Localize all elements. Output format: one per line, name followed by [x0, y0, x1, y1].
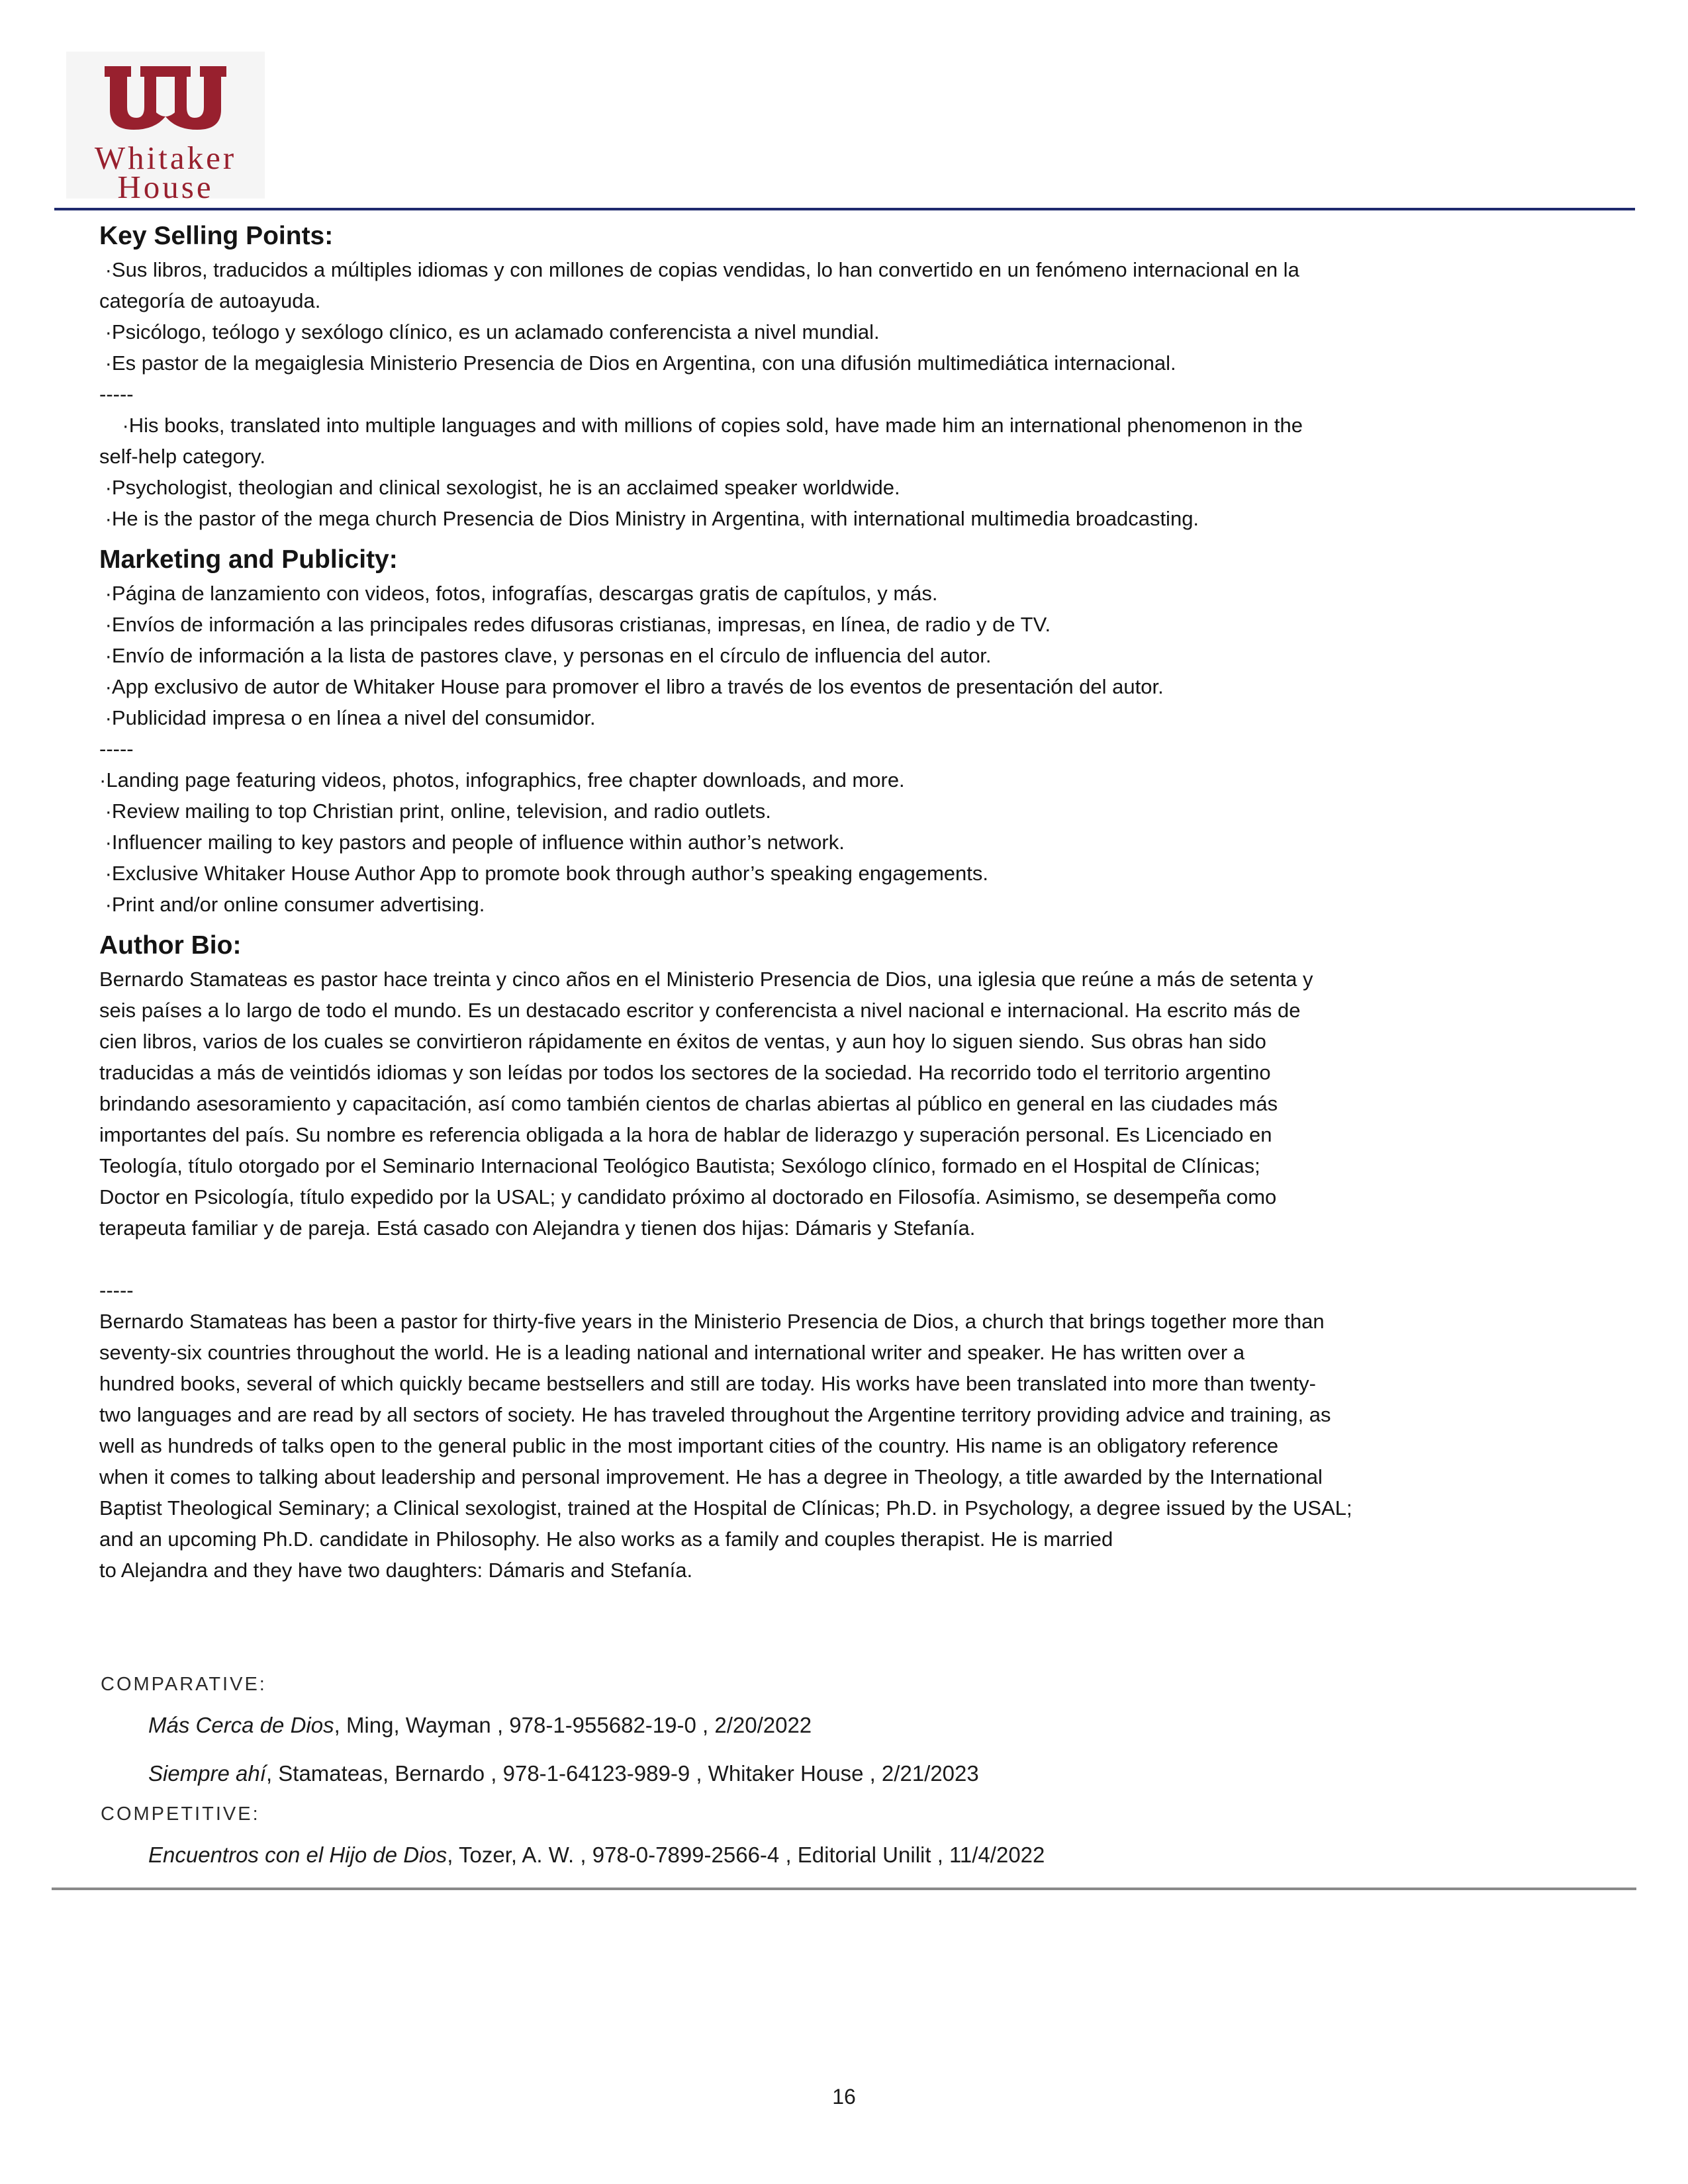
bio-en-line: hundred books, several of which quickly became bestsellers and still are today. His works have been translated into more than twenty- [99, 1372, 1316, 1395]
selling-line: self-help category. [99, 445, 265, 468]
bio-es-line: seis países a lo largo de todo el mundo. Es un destacado escritor y conferencista a nivel nacional e internacional. Ha escrito más de [99, 999, 1301, 1022]
selling-line: ·Psychologist, theologian and clinical sexologist, he is an acclaimed speaker worldwide. [99, 476, 900, 499]
bio-en-line: two languages and are read by all sectors of society. He has traveled throughout the Argentine territory providing advice and training, as [99, 1403, 1331, 1426]
selling-line: ·He is the pastor of the mega church Presencia de Dios Ministry in Argentina, with international multimedia broadcasting. [99, 507, 1199, 530]
marketing-line: ·Influencer mailing to key pastors and people of influence within author’s network. [99, 831, 845, 854]
selling-line: ·Sus libros, traducidos a múltiples idiomas y con millones de copias vendidas, lo han convertido en un fenómeno internacional en la [99, 258, 1299, 281]
bio-es-line: Teología, título otorgado por el Seminario Internacional Teológico Bautista; Sexólogo clínico, formado en el Hospital de Clínicas; [99, 1154, 1260, 1177]
competitive-heading: COMPETITIVE: [101, 1803, 260, 1825]
marketing-line: ·Página de lanzamiento con videos, fotos, infografías, descargas gratis de capítulos, y más. [99, 582, 938, 605]
bio-es-line: traducidas a más de veintidós idiomas y son leídas por todos los sectores de la sociedad. Ha recorrido todo el territorio argentino [99, 1061, 1271, 1084]
marketing-line: ·Publicidad impresa o en línea a nivel del consumidor. [99, 706, 596, 729]
logo-text-line2: House [117, 169, 214, 205]
comparative-heading: COMPARATIVE: [101, 1674, 267, 1695]
comparative-book-details: , Stamateas, Bernardo , 978-1-64123-989-9 , Whitaker House , 2/21/2023 [265, 1761, 979, 1786]
marketing-line: ·Envíos de información a las principales redes difusoras cristianas, impresas, en línea, de radio y de TV. [99, 613, 1051, 636]
comparative-book-title: Más Cerca de Dios [148, 1713, 334, 1737]
author-bio-section [99, 928, 1450, 1586]
key-selling-points-section [99, 218, 1450, 534]
bio-en-line: when it comes to talking about leadership and personal improvement. He has a degree in Theology, a title awarded by the International [99, 1465, 1323, 1488]
selling-line: ·Es pastor de la megaiglesia Ministerio Presencia de Dios en Argentina, con una difusión multimediática internacional. [99, 351, 1176, 375]
bio-en-line: well as hundreds of talks open to the general public in the most important cities of the country. His name is an obligatory reference [99, 1434, 1279, 1457]
bio-separator: ----- [99, 1279, 134, 1302]
selling-separator: ----- [99, 383, 134, 406]
marketing-separator: ----- [99, 737, 134, 760]
bio-es-line: brindando asesoramiento y capacitación, así como también cientos de charlas abiertas al público en general en las ciudades más [99, 1092, 1278, 1115]
page-number: 16 [832, 2085, 856, 2109]
title-references [101, 1668, 1557, 1879]
bio-es-line: Doctor en Psicología, título expedido por la USAL; y candidato próximo al doctorado en Filosofía. Asimismo, se desempeña como [99, 1185, 1277, 1208]
competitive-title-entry [101, 1831, 1557, 1879]
bio-en-line: to Alejandra and they have two daughters: Dámaris and Stefanía. [99, 1559, 693, 1582]
marketing-line: ·Review mailing to top Christian print, online, television, and radio outlets. [99, 799, 771, 823]
selling-line: categoría de autoayuda. [99, 289, 321, 312]
marketing-line: ·Print and/or online consumer advertising. [99, 893, 485, 916]
competitive-book-title: Encuentros con el Hijo de Dios [148, 1843, 447, 1867]
selling-line: ·Psicólogo, teólogo y sexólogo clínico, es un aclamado conferencista a nivel mundial. [99, 320, 880, 343]
marketing-line: ·Envío de información a la lista de pastores clave, y personas en el círculo de influencia del autor. [99, 644, 992, 667]
page-content [99, 218, 1450, 1586]
selling-line: ·His books, translated into multiple languages and with millions of copies sold, have made him an international phenomenon in the [99, 414, 1303, 437]
logo-text-line1: Whitaker [94, 140, 237, 176]
bio-es-line: cien libros, varios de los cuales se convirtieron rápidamente en éxitos de ventas, y aun hoy lo siguen siendo. Sus obras han sido [99, 1030, 1266, 1053]
comparative-title-entry [101, 1749, 1557, 1797]
comparative-book-title: Siempre ahí [148, 1761, 266, 1786]
bio-en-line: Baptist Theological Seminary; a Clinical sexologist, trained at the Hospital de Clínicas; Ph.D. in Psychology, a degree issued by the USAL; [99, 1496, 1352, 1520]
header-divider [54, 208, 1635, 210]
bio-en-line: and an upcoming Ph.D. candidate in Philosophy. He also works as a family and couples therapist. He is married [99, 1527, 1113, 1551]
author-bio-heading: Author Bio: [99, 931, 242, 960]
competitive-book-details: , Tozer, A. W. , 978-0-7899-2566-4 , Editorial Unilit , 11/4/2022 [447, 1843, 1045, 1867]
key-selling-points-heading: Key Selling Points: [99, 222, 334, 250]
whitaker-w-emblem-icon [105, 66, 226, 132]
bio-es-line: Bernardo Stamateas es pastor hace treinta y cinco años en el Ministerio Presencia de Dios, una iglesia que reúne a más de setenta y [99, 968, 1313, 991]
marketing-line: ·Exclusive Whitaker House Author App to promote book through author’s speaking engagements. [99, 862, 988, 885]
bio-es-line: importantes del país. Su nombre es referencia obligada a la hora de hablar de liderazgo y superación personal. Es Licenciado en [99, 1123, 1272, 1146]
publisher-logo [66, 52, 265, 205]
comparative-title-entry [101, 1701, 1557, 1749]
footer-divider [52, 1888, 1636, 1890]
comparative-book-details: , Ming, Wayman , 978-1-955682-19-0 , 2/20/2022 [334, 1713, 812, 1737]
marketing-section [99, 542, 1450, 920]
marketing-line: ·Landing page featuring videos, photos, infographics, free chapter downloads, and more. [99, 768, 905, 792]
marketing-heading: Marketing and Publicity: [99, 545, 398, 574]
bio-en-line: seventy-six countries throughout the world. He is a leading national and international writer and speaker. He has written over a [99, 1341, 1245, 1364]
marketing-line: ·App exclusivo de autor de Whitaker House para promover el libro a través de los eventos de presentación del autor. [99, 675, 1164, 698]
bio-en-line: Bernardo Stamateas has been a pastor for thirty-five years in the Ministerio Presencia de Dios, a church that brings together more than [99, 1310, 1325, 1333]
bio-es-line: terapeuta familiar y de pareja. Está casado con Alejandra y tienen dos hijas: Dámaris y Stefanía. [99, 1216, 976, 1240]
blank-line [99, 1244, 1450, 1275]
